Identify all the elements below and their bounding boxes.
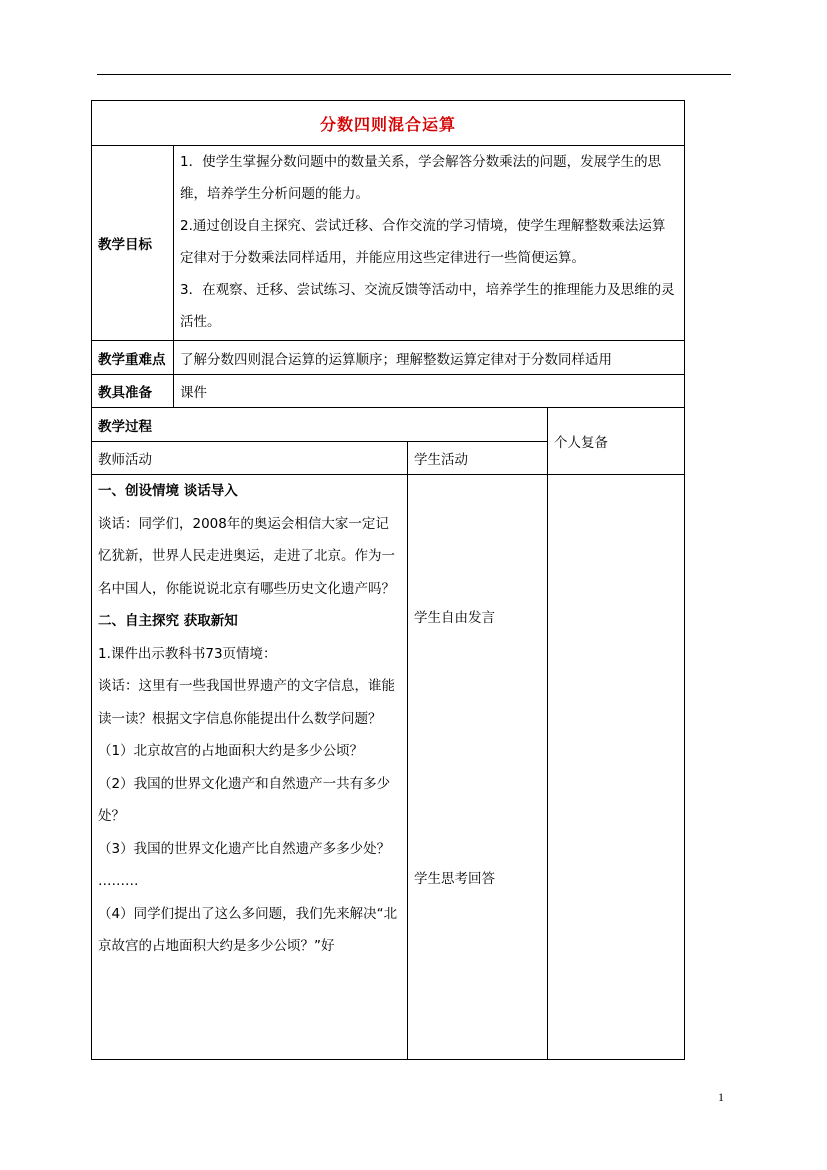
question-2: （2）我国的世界文化遗产和自然遗产一共有多少处？ xyxy=(98,775,391,824)
section-2-heading: 二、自主探究 获取新知 xyxy=(98,613,238,629)
page-number: 1 xyxy=(718,1090,724,1104)
key-points-label: 教学重难点 xyxy=(92,341,174,375)
materials-row xyxy=(92,375,685,408)
activity-content-row xyxy=(92,475,685,1060)
key-points-row xyxy=(92,341,685,375)
student-answer-1: 学生自由发言 xyxy=(414,610,495,626)
question-3: （3）我国的世界文化遗产比自然遗产多多少处？ xyxy=(98,840,391,857)
student-activity-label: 学生活动 xyxy=(408,442,548,475)
ellipsis: ……… xyxy=(98,873,139,889)
key-points-text: 了解分数四则混合运算的运算顺序；理解整数运算定律对于分数同样适用 xyxy=(174,341,685,375)
section-2-talk: 谈话：这里有一些我国世界遗产的文字信息，谁能读一读？根据文字信息你能提出什么数学问题？ xyxy=(98,678,395,727)
student-answer-2: 学生思考回答 xyxy=(414,871,495,887)
goal-item-1: 1．使学生掌握分数问题中的数量关系，学会解答分数乘法的问题，发展学生的思维，培养学生分析问题的能力。 xyxy=(180,154,662,202)
goals-row xyxy=(92,146,685,341)
question-1: （1）北京故宫的占地面积大约是多少公顷？ xyxy=(98,743,364,759)
section-1-text: 谈话：同学们，2008年的奥运会相信大家一定记忆犹新，世界人民走进奥运，走进了北京。作为一名中国人，你能说说北京有哪些历史文化遗产吗？ xyxy=(98,515,395,597)
student-activity-content xyxy=(408,475,548,1060)
teacher-activity-content xyxy=(92,475,408,1060)
section-1-heading: 一、创设情境 谈话导入 xyxy=(98,483,238,499)
personal-review-content xyxy=(548,475,685,1060)
materials-label: 教具准备 xyxy=(92,375,174,408)
title-row xyxy=(92,101,685,146)
lesson-plan-table xyxy=(91,100,685,1060)
materials-text: 课件 xyxy=(174,375,685,408)
process-row xyxy=(92,408,685,442)
goal-item-3: 3．在观察、迁移、尝试练习、交流反馈等活动中，培养学生的推理能力及思维的灵活性。 xyxy=(180,282,675,330)
goal-item-2: 2.通过创设自主探究、尝试迁移、合作交流的学习情境，使学生理解整数乘法运算定律对于分数乘法同样适用，并能应用这些定律进行一些简便运算。 xyxy=(180,218,666,266)
section-2-item-1: 1.课件出示教科书73页情境： xyxy=(98,645,277,662)
lesson-title: 分数四则混合运算 xyxy=(92,101,685,146)
goals-content xyxy=(174,146,685,341)
header-rule xyxy=(97,74,731,75)
process-label: 教学过程 xyxy=(92,408,548,442)
personal-review-label: 个人复备 xyxy=(548,408,685,475)
goals-label: 教学目标 xyxy=(92,146,174,341)
teacher-activity-label: 教师活动 xyxy=(92,442,408,475)
question-4: （4）同学们提出了这么多问题，我们先来解决“北京故宫的占地面积大约是多少公顷？”好 xyxy=(98,905,398,954)
